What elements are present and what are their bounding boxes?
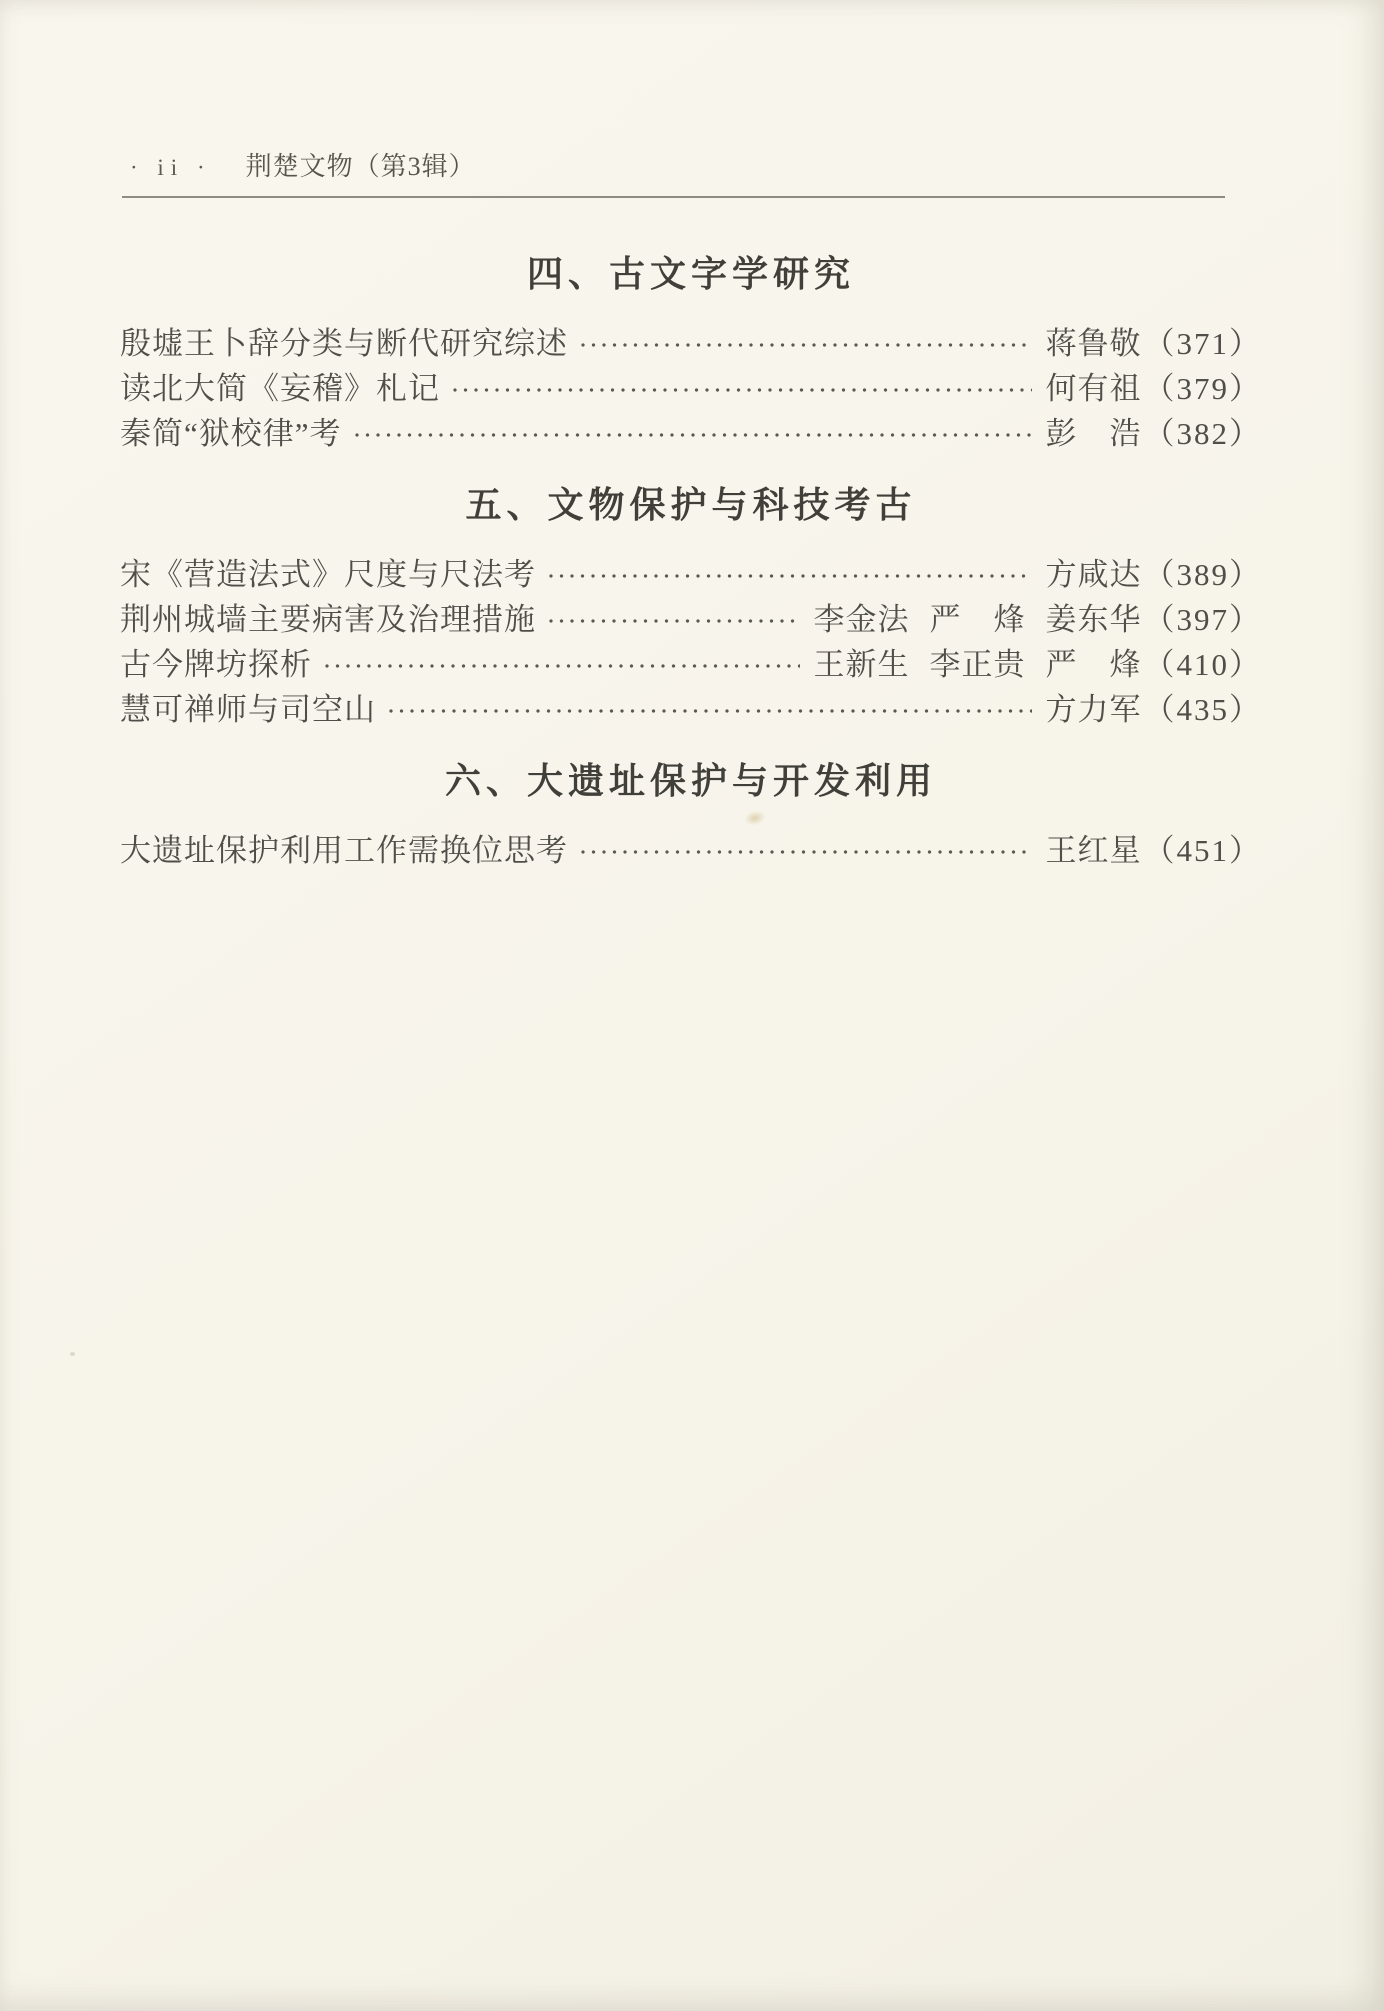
running-header bbox=[120, 146, 1262, 183]
entry-authors bbox=[1046, 318, 1142, 363]
header-rule bbox=[122, 196, 1225, 198]
toc-entry bbox=[120, 684, 1262, 729]
dot-leader bbox=[578, 847, 1032, 857]
dot-leader bbox=[450, 385, 1032, 395]
dot-leader bbox=[322, 661, 800, 671]
entry-page-number: （371） bbox=[1143, 326, 1262, 361]
entry-title: 荆州城墙主要病害及治理措施 bbox=[120, 602, 536, 637]
entry-page-number: （410） bbox=[1143, 647, 1262, 682]
entry-authors bbox=[1046, 825, 1142, 870]
entry-authors bbox=[814, 639, 1142, 684]
entry-page-number: （397） bbox=[1143, 602, 1262, 637]
toc-section bbox=[120, 483, 1262, 729]
entry-author: 严 烽 bbox=[1045, 647, 1142, 682]
entry-title: 秦简“狱校律”考 bbox=[120, 416, 342, 451]
entry-page-number: （435） bbox=[1143, 692, 1262, 727]
entry-author: 方力军 bbox=[1045, 692, 1142, 727]
entry-author: 姜东华 bbox=[1045, 602, 1142, 637]
page-content bbox=[0, 0, 1384, 870]
section-heading: 五、文物保护与科技考古 bbox=[465, 484, 917, 525]
entry-author: 蒋鲁敬 bbox=[1045, 326, 1142, 361]
entry-author: 严 烽 bbox=[929, 602, 1026, 637]
toc-entry bbox=[120, 639, 1262, 684]
entry-author: 王新生 bbox=[813, 647, 910, 682]
toc-section bbox=[120, 252, 1262, 453]
section-heading: 四、古文字学研究 bbox=[526, 253, 855, 294]
entry-title: 殷墟王卜辞分类与断代研究综述 bbox=[120, 326, 568, 361]
entry-author: 李金法 bbox=[813, 602, 910, 637]
dot-leader bbox=[352, 430, 1032, 440]
entry-author: 彭 浩 bbox=[1045, 416, 1142, 451]
table-of-contents bbox=[120, 252, 1262, 870]
toc-entry bbox=[120, 594, 1262, 639]
entry-title: 古今牌坊探析 bbox=[120, 647, 312, 682]
entry-title: 宋《营造法式》尺度与尺法考 bbox=[120, 557, 536, 592]
entry-page-number: （379） bbox=[1143, 371, 1262, 406]
toc-entry bbox=[120, 549, 1262, 594]
entry-page-number: （451） bbox=[1143, 833, 1262, 868]
toc-entry bbox=[120, 825, 1262, 870]
entry-title: 大遗址保护利用工作需换位思考 bbox=[120, 833, 568, 868]
folio-number: · ii · bbox=[130, 155, 212, 180]
section-heading: 六、大遗址保护与开发利用 bbox=[444, 760, 937, 801]
scan-speck bbox=[70, 1352, 75, 1356]
entry-author: 何有祖 bbox=[1045, 371, 1142, 406]
entry-authors bbox=[814, 594, 1142, 639]
toc-entry bbox=[120, 408, 1262, 453]
book-title: 荆楚文物（第3辑） bbox=[245, 152, 476, 181]
dot-leader bbox=[386, 706, 1032, 716]
entry-author: 方咸达 bbox=[1045, 557, 1142, 592]
dot-leader bbox=[546, 571, 1032, 581]
entry-author: 李正贵 bbox=[929, 647, 1026, 682]
toc-entry bbox=[120, 318, 1262, 363]
toc-section bbox=[120, 759, 1262, 870]
entry-page-number: （382） bbox=[1143, 416, 1262, 451]
entry-page-number: （389） bbox=[1143, 557, 1262, 592]
dot-leader bbox=[546, 616, 800, 626]
entry-authors bbox=[1046, 363, 1142, 408]
toc-entry bbox=[120, 363, 1262, 408]
dot-leader bbox=[578, 340, 1032, 350]
entry-title: 慧可禅师与司空山 bbox=[120, 692, 376, 727]
entry-authors bbox=[1046, 549, 1142, 594]
entry-author: 王红星 bbox=[1045, 833, 1142, 868]
entry-authors bbox=[1046, 408, 1142, 453]
entry-authors bbox=[1046, 684, 1142, 729]
entry-title: 读北大简《妄稽》札记 bbox=[120, 371, 440, 406]
